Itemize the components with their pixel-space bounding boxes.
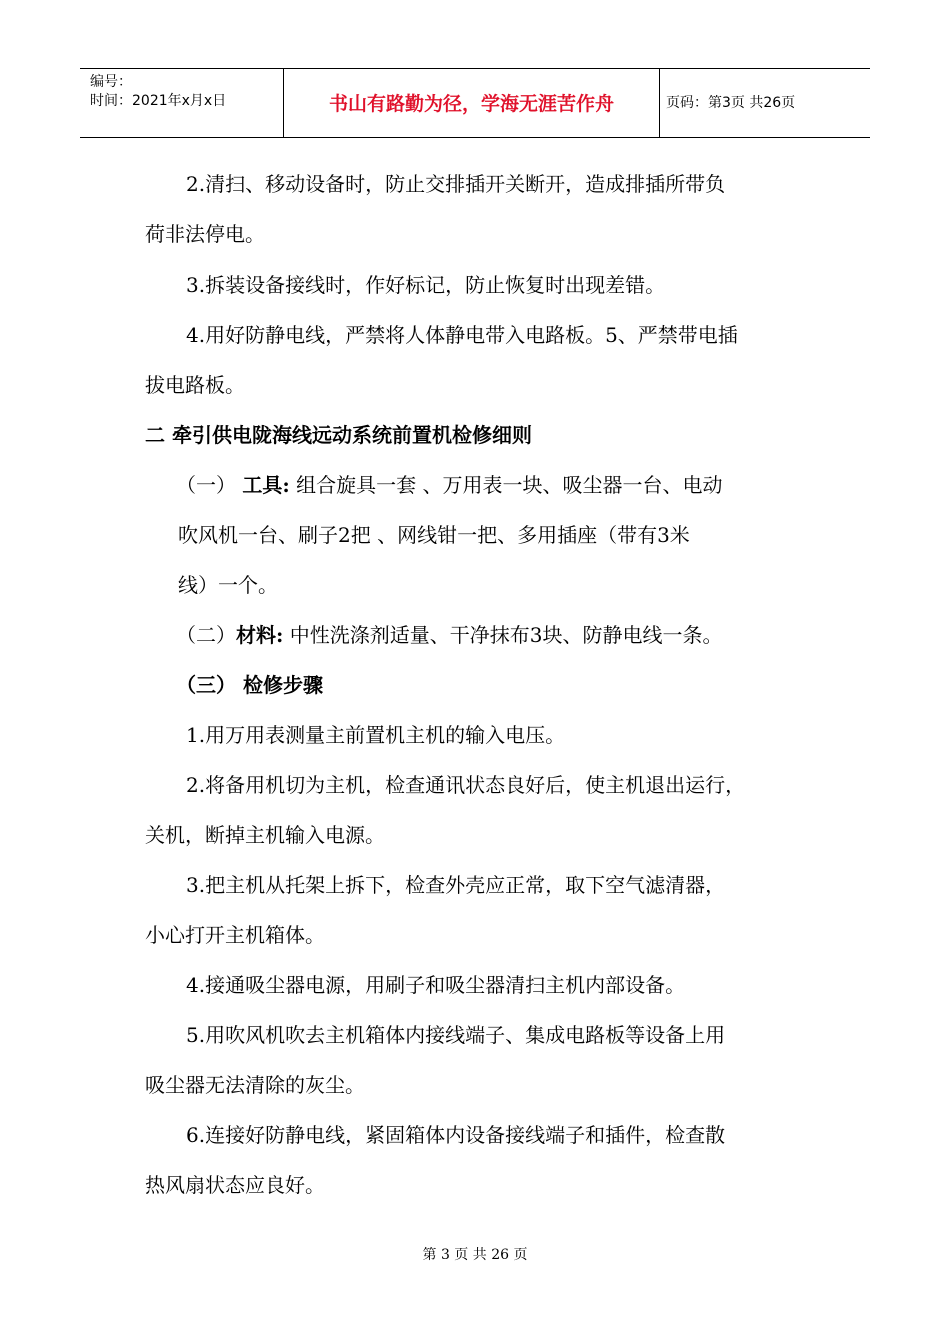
document-number: 编号：	[90, 74, 132, 90]
materials-label: 材料:	[236, 623, 284, 647]
body-line: 5.用吹风机吹去主机箱体内接线端子、集成电路板等设备上用	[186, 1023, 726, 1047]
body-line: 荷非法停电。	[145, 222, 265, 246]
body-line: 热风扇状态应良好。	[145, 1173, 325, 1197]
body-line: 关机，断掉主机输入电源。	[145, 823, 385, 847]
tools-label: 工具:	[242, 473, 290, 497]
page-footer: 第 3 页 共 26 页	[422, 1247, 528, 1263]
body-line: 2.清扫、移动设备时，防止交排插开关断开，造成排插所带负	[186, 172, 726, 196]
body-line: 4.接通吸尘器电源，用刷子和吸尘器清扫主机内部设备。	[186, 973, 686, 997]
body-line: 1.用万用表测量主前置机主机的输入电压。	[186, 723, 566, 747]
materials-prefix: （二）	[176, 623, 236, 647]
body-line: 2.将备用机切为主机，检查通讯状态良好后，使主机退出运行，	[186, 773, 746, 797]
header-page-cell	[660, 69, 870, 137]
page-header	[80, 68, 870, 138]
document-time: 时间：2021年x月x日	[90, 93, 227, 109]
tools-text: 组合旋具一套 、万用表一块、吸尘器一台、电动	[289, 473, 723, 497]
subsection-heading: （三） 检修步骤	[176, 673, 323, 697]
tools-line	[176, 472, 722, 498]
body-line: 小心打开主机箱体。	[145, 923, 325, 947]
body-line: 线）一个。	[178, 573, 278, 597]
section-heading: 二 牵引供电陇海线远动系统前置机检修细则	[145, 423, 532, 447]
body-line: 3.把主机从托架上拆下，检查外壳应正常，取下空气滤清器，	[186, 873, 726, 897]
body-line: 4.用好防静电线，严禁将人体静电带入电路板。5、严禁带电插	[186, 323, 738, 347]
header-page-number: 页码：第3页 共26页	[666, 95, 796, 111]
body-line: 吸尘器无法清除的灰尘。	[145, 1073, 365, 1097]
header-info-cell	[80, 69, 284, 137]
materials-text: 中性洗涤剂适量、干净抹布3块、防静电线一条。	[283, 623, 723, 647]
body-line: 6.连接好防静电线，紧固箱体内设备接线端子和插件，检查散	[186, 1123, 726, 1147]
header-motto-cell	[284, 69, 660, 137]
body-line: 拔电路板。	[145, 373, 245, 397]
body-line: 吹风机一台、刷子2把 、网线钳一把、多用插座（带有3米	[178, 523, 690, 547]
materials-line	[176, 622, 722, 648]
tools-prefix: （一）	[176, 473, 243, 497]
header-motto: 书山有路勤为径，学海无涯苦作舟	[328, 93, 614, 115]
body-line: 3.拆装设备接线时，作好标记，防止恢复时出现差错。	[186, 273, 666, 297]
